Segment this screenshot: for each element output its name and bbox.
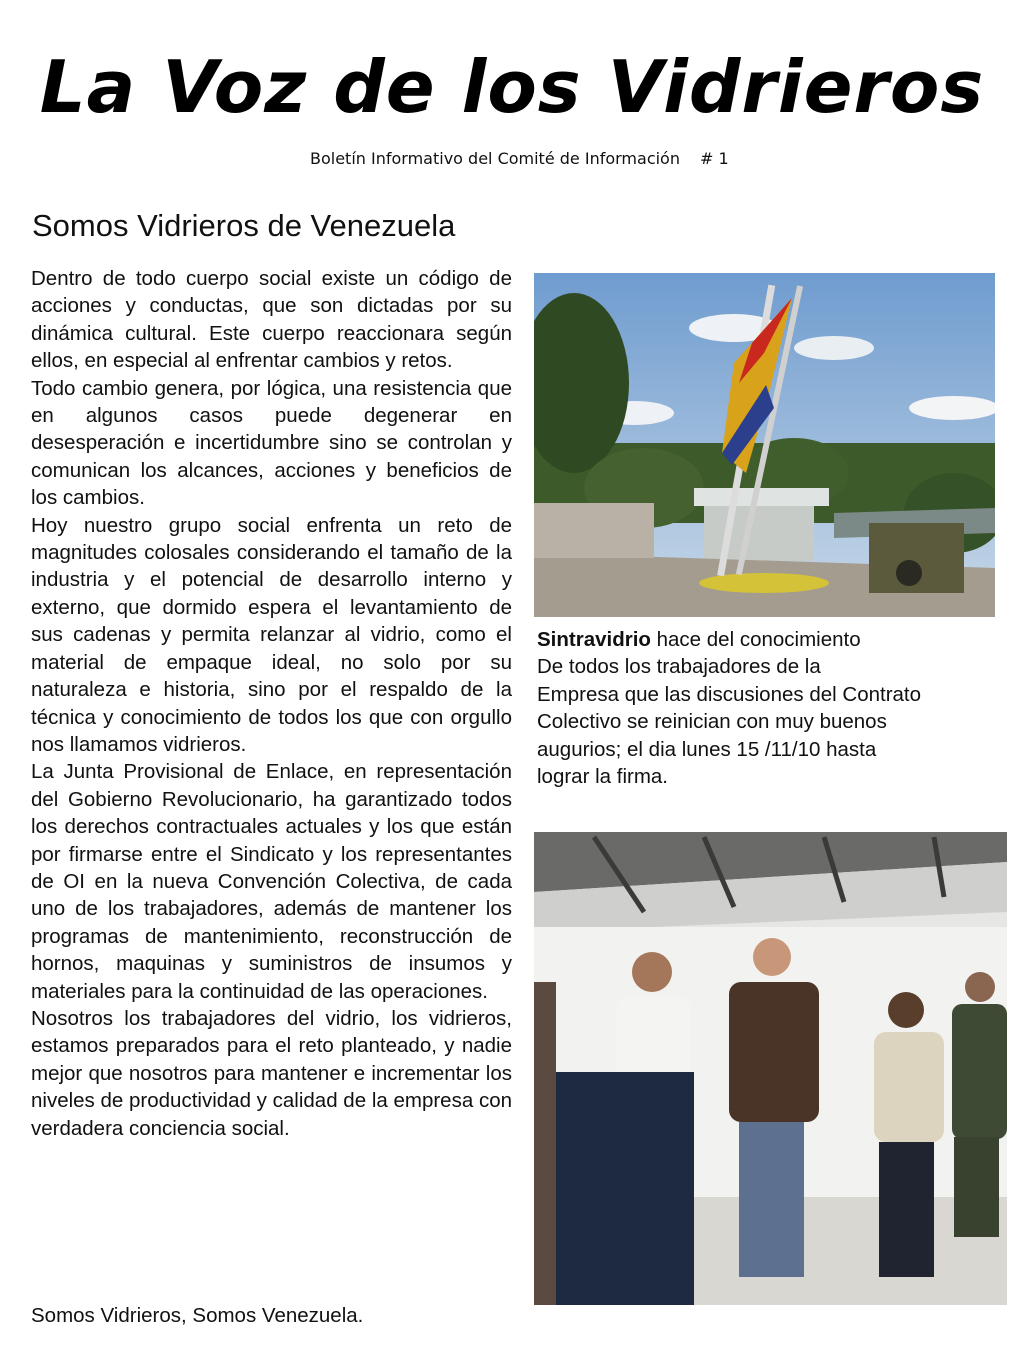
flag-pole-illustration xyxy=(534,273,995,617)
meeting-group-photo xyxy=(534,832,1007,1305)
caption-organization: Sintravidrio xyxy=(537,628,651,651)
article-paragraph: Dentro de todo cuerpo social existe un código de acciones y conductas, que son dictadas por su dinámica cultural. Este cuerpo reaccionara según ellos, en especial al enfrentar cambios y retos. xyxy=(31,267,512,373)
caption-line: augurios; el dia lunes 15 /11/10 hasta xyxy=(537,737,877,761)
meeting-illustration xyxy=(534,832,1007,1305)
caption-text: hace del conocimiento xyxy=(650,628,861,651)
issue-number: # 1 xyxy=(699,149,729,168)
article-paragraph: Hoy nuestro grupo social enfrenta un reto de magnitudes colosales considerando el tamaño de la industria y el potencial de desarrollo interno y externo, que dormido espera el levantamiento de sus cadenas y permita relanzar al vidrio, como el material de empaque ideal, no solo por su naturaleza e historia, sino por el respaldo de la técnica y conocimiento de todos los que con orgullo nos llamamos vidrieros. xyxy=(31,513,512,756)
caption-line: De todos los trabajadores de la xyxy=(537,655,821,679)
caption-line: Empresa que las discusiones del Contrato xyxy=(537,682,922,706)
caption-line: Colectivo se reinician con muy buenos xyxy=(537,710,887,734)
article-body xyxy=(31,265,512,1142)
article-title: Somos Vidrieros de Venezuela xyxy=(32,208,456,243)
caption-line: lograr la firma. xyxy=(537,765,669,789)
caption-line xyxy=(537,626,977,653)
photo-caption xyxy=(537,626,977,790)
article-paragraph: Nosotros los trabajadores del vidrio, los vidrieros, estamos preparados para el reto planteado, y nadie mejor que nosotros para mantener e incrementar los niveles de productividad y calidad de la empresa con verdadera conciencia social. xyxy=(31,1006,512,1140)
masthead-title: La Voz de los Vidrieros xyxy=(39,45,985,129)
flag-pole-photo xyxy=(534,273,995,617)
article-paragraph: Todo cambio genera, por lógica, una resistencia que en algunos casos puede degenerar en desesperación e incertidumbre sino se controlan y comunican los alcances, acciones y beneficios de los cambios. xyxy=(31,376,512,510)
article-paragraph: La Junta Provisional de Enlace, en representación del Gobierno Revolucionario, ha garantizado todos los derechos contractuales actuales y los que están por firmarse entre el Sindicato y los representantes de OI en la nueva Convención Colectiva, de cada uno de los trabajadores, además de mantener los programas de mantenimiento, reconstrucción de hornos, maquinas y suministros de insumos y materiales para la continuidad de las operaciones. xyxy=(31,760,512,1003)
bulletin-subtitle xyxy=(310,149,729,168)
subtitle-text: Boletín Informativo del Comité de Información xyxy=(310,149,680,168)
article-closing: Somos Vidrieros, Somos Venezuela. xyxy=(31,1304,364,1327)
